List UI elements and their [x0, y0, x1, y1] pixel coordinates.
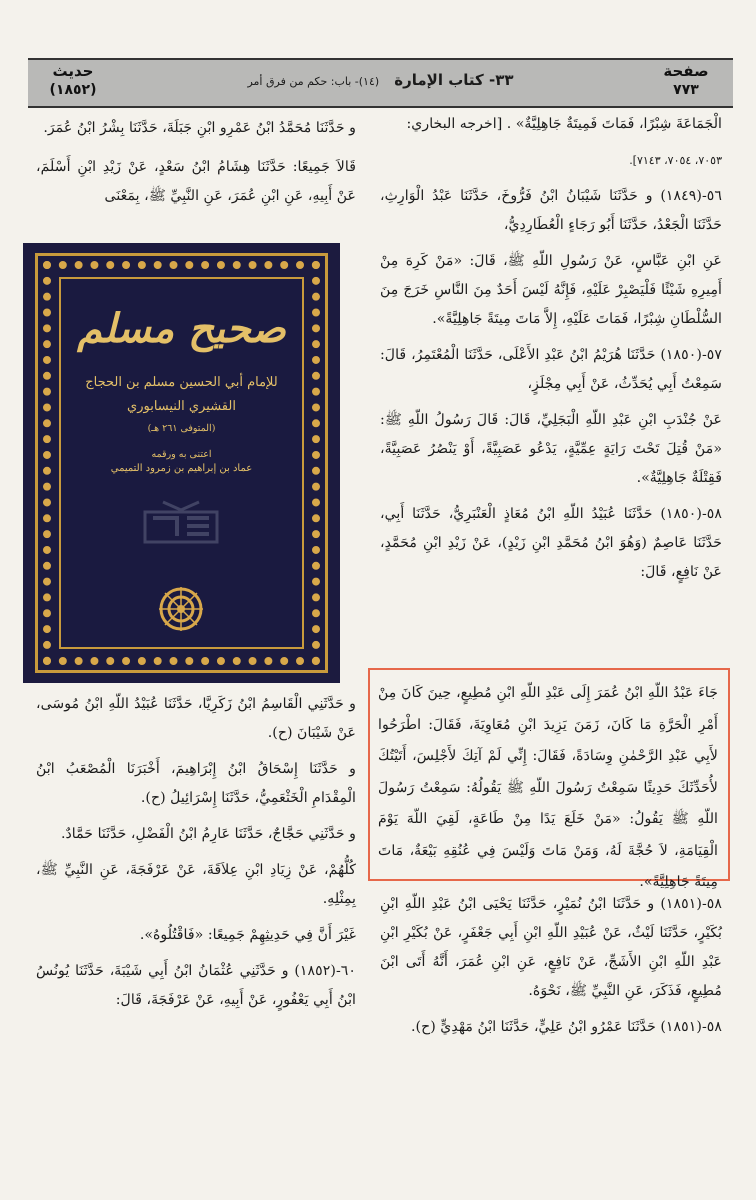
hadith-paragraph: ٥٨-(١٨٥٠) حَدَّثَنَا عُبَيْدُ اللّهِ ابْنُ مُعَاذٍ الْعَنْبَرِيُّ، حَدَّثَنَا أَبِي، حَدَّثَنَا عَاصِمٌ (وَهُوَ ابْنُ مُحَمَّدِ ابْنِ زَيْدٍ)، عَنْ زَيْدِ ابْنِ مُحَمَّدٍ، عَنْ نَافِعٍ، قَالَ:: [380, 506, 722, 580]
header-title: [124, 70, 637, 89]
hadith-paragraph: عَنِ ابْنِ عَبَّاسٍ، عَنْ رَسُولِ اللّهِ ﷺ، قَالَ: «مَنْ كَرِهَ مِنْ أَمِيرِهِ شَيْئًا فَلْيَصْبِرْ عَلَيْهِ، فَإِنَّهُ لَيْسَ أَحَدٌ مِنَ النَّاسِ خَرَجَ مِنَ السُّلْطَانِ شِبْرًا، فَمَاتَ عَلَيْهِ، إِلاَّ مَاتَ مِيتَةً جَاهِلِيَّةً».: [380, 253, 722, 327]
publisher-emblem-icon: [143, 498, 219, 548]
reference-numbers: ٧٠٥٣، ٧٠٥٤، ٧١٤٣].: [629, 154, 722, 167]
text-paragraph: و حَدَّثَنِي الْقَاسِمُ ابْنُ زَكَرِيَّا، حَدَّثَنَا عُبَيْدُ اللّهِ ابْنُ مُوسَى، عَنْ شَيْبَانَ (ح).: [36, 696, 356, 741]
page-header: [28, 58, 733, 108]
hadith-label: حديث: [52, 62, 94, 80]
hadith-paragraph: ٥٦-(١٨٤٩) و حَدَّثَنَا شَيْبَانُ ابْنُ فَرُّوخَ، حَدَّثَنَا عَبْدُ الْوَارِثِ، حَدَّثَنَا الْجَعْدُ، حَدَّثَنَا أَبُو رَجَاءٍ الْعُطَارِدِيُّ،: [380, 188, 722, 233]
book-title: ٣٣- كتاب الإمارة: [394, 71, 514, 89]
right-column: [380, 110, 722, 594]
hadith-number-box: [34, 62, 112, 100]
cover-author-nisba: القشيري النيسابوري: [127, 399, 236, 414]
text-paragraph: الْجَمَاعَةَ شِبْرًا، فَمَاتَ فَمِيتَةٌ جَاهِلِيَّةٌ» . [اخرجه البخاري:: [406, 116, 722, 132]
text-paragraph: و حَدَّثَنَا إِسْحَاقُ ابْنُ إِبْرَاهِيمَ، أَخْبَرَنَا الْمُصْعَبُ ابْنُ الْمِقْدَامِ الْخَثْعَمِيُّ، حَدَّثَنَا إِسْرَائِيلُ (ح).: [36, 761, 356, 806]
text-paragraph: غَيْرَ أَنَّ فِي حَدِيثِهِمْ جَمِيعًا: «فَاقْتُلُوهُ».: [139, 927, 356, 943]
chapter-title: (١٤)- باب: حكم من فرق أمر: [247, 75, 380, 88]
book-cover-image: [23, 243, 340, 683]
cover-editor-name: عماد بن إبراهيم بن زمرود التميمي: [110, 463, 253, 474]
highlighted-hadith-text: جَاءَ عَبْدُ اللّهِ ابْنُ عُمَرَ إِلَى عَبْدِ اللّهِ ابْنِ مُطِيعٍ، حِينَ كَانَ مِنْ أَمْرِ الْحَرَّةِ مَا كَانَ، زَمَنَ يَزِيدَ ابْنِ مُعَاوِيَةَ، فَقَالَ: اطْرَحُوا لأَبِي عَبْدِ الرَّحْمٰنِ وِسَادَةً، فَقَالَ: إِنِّي لَمْ آتِكَ لأَجْلِسَ، أَتَيْتُكَ لأُحَدِّثَكَ حَدِيثًا سَمِعْتُ رَسُولَ اللّهِ ﷺ يَقُولُهُ: سَمِعْتُ رَسُولَ اللّهِ ﷺ يَقُولُ: «مَنْ خَلَعَ يَدًا مِنْ طَاعَةٍ، لَقِيَ اللّهَ يَوْمَ الْقِيَامَةِ، لاَ حُجَّةَ لَهُ، وَمَنْ مَاتَ وَلَيْسَ فِي عُنُقِهِ بَيْعَةٌ، مَاتَ مِيتَةً جَاهِلِيَّةً».: [378, 685, 718, 890]
page-label: صفحة: [663, 62, 709, 80]
hadith-paragraph: عَنْ جُنْدَبِ ابْنِ عَبْدِ اللّهِ الْبَجَلِيِّ، قَالَ: قَالَ رَسُولُ اللّهِ ﷺ: «مَنْ قُتِلَ تَحْتَ رَايَةٍ عِمِّيَّةٍ، يَدْعُو عَصَبِيَّةً، أَوْ يَنْصُرُ عَصَبِيَّةً، فَقِتْلَةٌ جَاهِلِيَّةٌ».: [380, 412, 722, 486]
hadith-paragraph: ٥٨-(١٨٥١) حَدَّثَنَا عَمْرُو ابْنُ عَلِيٍّ، حَدَّثَنَا ابْنُ مَهْدِيٍّ (ح).: [411, 1019, 722, 1035]
hadith-paragraph: ٦٠-(١٨٥٢) و حَدَّثَنِي عُثْمَانُ ابْنُ أَبِي شَيْبَةَ، حَدَّثَنَا يُونُسُ ابْنُ أَبِي يَعْفُورٍ، عَنْ أَبِيهِ، عَنْ عَرْفَجَةَ، قَالَ:: [36, 963, 356, 1008]
page-number: ٧٧٣: [673, 82, 699, 98]
hadith-paragraph: ٥٨-(١٨٥١) و حَدَّثَنَا ابْنُ نُمَيْرٍ، حَدَّثَنَا يَحْيَى ابْنُ عَبْدِ اللّهِ ابْنِ بُكَيْرٍ، حَدَّثَنَا لَيْثٌ، عَنْ عُبَيْدِ اللّهِ ابْنِ أَبِي جَعْفَرٍ، عَنْ بُكَيْرِ ابْنِ عَبْدِ اللّهِ ابْنِ الأَشَجِّ، عَنْ نَافِعٍ، عَنِ ابْنِ عُمَرَ، أَنَّهُ أَتَى ابْنَ مُطِيعٍ، فَذَكَرَ، عَنِ النَّبِيِّ ﷺ، نَحْوَهُ.: [380, 896, 722, 999]
text-paragraph: قَالاَ جَمِيعًا: حَدَّثَنَا هِشَامُ ابْنُ سَعْدٍ، عَنْ زَيْدِ ابْنِ أَسْلَمَ، عَنْ أَبِيهِ، عَنِ ابْنِ عُمَرَ، عَنِ النَّبِيِّ ﷺ، بِمَعْنَى: [36, 159, 356, 204]
left-column-bottom: [36, 690, 356, 1022]
left-column-top: [36, 114, 356, 218]
hadith-number: (١٨٥٢): [49, 82, 97, 98]
text-paragraph: و حَدَّثَنَا مُحَمَّدُ ابْنُ عَمْرِو ابْنِ جَبَلَةَ، حَدَّثَنَا بِشْرُ ابْنُ عُمَرَ.: [43, 120, 356, 136]
cover-author-date: (المتوفى ٢٦١ هـ): [147, 423, 216, 434]
hadith-paragraph: ٥٧-(١٨٥٠) حَدَّثَنَا هُرَيْمُ ابْنُ عَبْدِ الأَعْلَى، حَدَّثَنَا الْمُعْتَمِرُ، قَالَ: سَمِعْتُ أَبِي يُحَدِّثُ، عَنْ أَبِي مِجْلَزٍ،: [380, 347, 722, 392]
cover-rosette-icon: [157, 585, 205, 633]
text-paragraph: و حَدَّثَنِي حَجَّاجٌ، حَدَّثَنَا عَارِمُ ابْنُ الْفَضْلِ، حَدَّثَنَا حَمَّادٌ.: [60, 826, 356, 842]
cover-editor-label: اعتنى به ورقمه: [151, 449, 212, 460]
text-paragraph: كُلُّهُمْ، عَنْ زِيَادِ ابْنِ عِلاَقَةَ، عَنْ عَرْفَجَةَ، عَنِ النَّبِيِّ ﷺ، بِمِثْلِهِ.: [36, 862, 356, 907]
cover-author-line: للإمام أبي الحسين مسلم بن الحجاج: [85, 375, 278, 390]
cover-title: صحيح مسلم: [77, 305, 286, 352]
page-number-box: [647, 62, 725, 100]
right-column-bottom: [380, 890, 722, 1049]
